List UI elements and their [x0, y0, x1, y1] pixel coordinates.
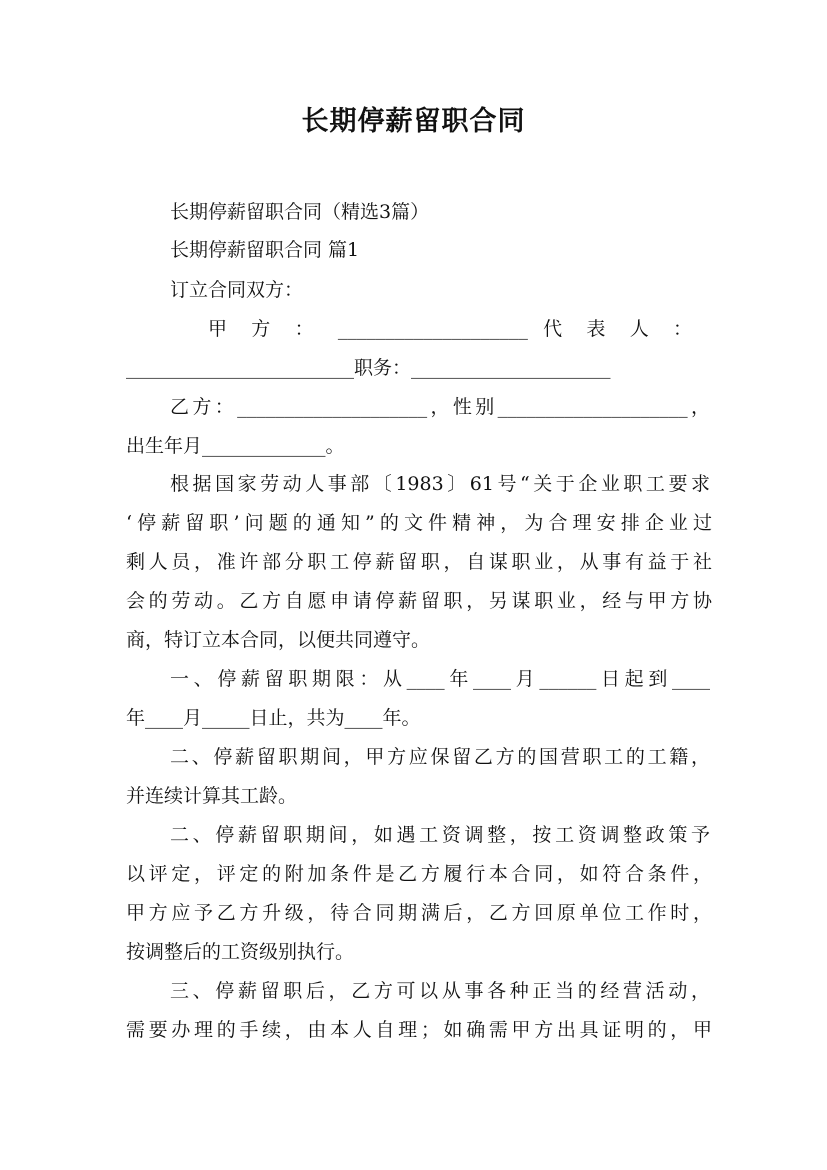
clause-2-line: 并连续计算其工龄。: [126, 785, 298, 807]
clause-2b-line: 甲方应予乙方升级，待合同期满后，乙方回原单位工作时，: [126, 902, 712, 924]
paragraph-line: 会的劳动。乙方自愿申请停薪留职，另谋职业，经与甲方协: [126, 590, 712, 612]
parties-label: 订立合同双方：: [170, 279, 304, 301]
party-a-line: 甲 方 ： ____________________ 代 表 人 ：: [208, 318, 692, 340]
document-title: 长期停薪留职合同: [301, 106, 526, 137]
clause-2b-line: 以评定，评定的附加条件是乙方履行本合同，如符合条件，: [126, 863, 712, 885]
paragraph-line: 剩人员，准许部分职工停薪留职，自谋职业，从事有益于社: [126, 551, 712, 573]
paragraph-line: 根据国家劳动人事部〔1983〕61号“关于企业职工要求: [170, 473, 710, 495]
clause-1-line: 年____月_____日止，共为____年。: [126, 707, 421, 729]
clause-2b-line: 二、停薪留职期间，如遇工资调整，按工资调整政策予: [170, 824, 710, 846]
collection-heading: 长期停薪留职合同（精选3篇）: [170, 201, 430, 223]
party-b-line: 乙方：____________________，性别____________________，: [170, 396, 710, 418]
clause-2b-line: 按调整后的工资级别执行。: [126, 941, 355, 963]
clause-1-line: 一、停薪留职期限：从____年____月______日起到____: [170, 668, 710, 690]
paragraph-line: ‘停薪留职’问题的通知”的文件精神，为合理安排企业过: [126, 512, 712, 534]
party-a-position-line: ________________________职务：_____________________: [126, 357, 611, 379]
party-b-birth-line: 出生年月_____________。: [126, 435, 345, 457]
clause-3-line: 需要办理的手续，由本人自理；如确需甲方出具证明的，甲: [126, 1019, 712, 1041]
clause-2-line: 二、停薪留职期间，甲方应保留乙方的国营职工的工籍，: [170, 746, 710, 768]
paragraph-line: 商，特订立本合同，以便共同遵守。: [126, 629, 431, 651]
clause-3-line: 三、停薪留职后，乙方可以从事各种正当的经营活动，: [170, 980, 710, 1002]
article-heading: 长期停薪留职合同 篇1: [170, 239, 360, 261]
